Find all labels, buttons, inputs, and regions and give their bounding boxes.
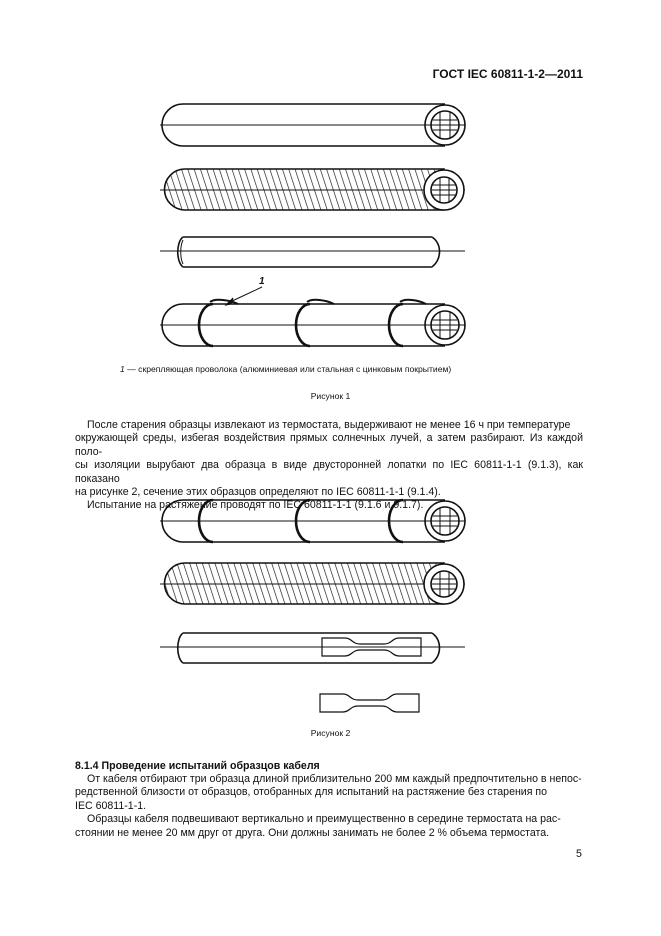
text-line: стоянии не менее 20 мм друг от друга. Они должны занимать не более 2 % объема термостата. <box>75 826 550 839</box>
figure1-caption: Рисунок 1 <box>310 391 351 401</box>
legend-number: 1 <box>120 364 125 374</box>
text-line: Образцы кабеля подвешивают вертикально и преимущественно в середине термостата на рас- <box>87 813 561 826</box>
paragraph-aging <box>75 419 583 513</box>
text-line: После старения образцы извлекают из термостата, выдерживают не менее 16 ч при температуре <box>87 419 571 431</box>
fig2-cable-hatched <box>160 563 465 604</box>
page-number: 5 <box>576 848 582 860</box>
fig2-tube-dumbbell <box>160 633 465 663</box>
callout-number: 1 <box>259 276 265 287</box>
text-line: Испытание на растяжение проводят по IEC 60811-1-1 (9.1.6 и 9.1.7). <box>87 499 424 512</box>
section-heading: 8.1.4 Проведение испытаний образцов кабеля <box>75 760 320 772</box>
figure2-caption: Рисунок 2 <box>310 728 351 738</box>
fig2-dumbbell-specimen <box>320 694 419 712</box>
text-line: сы изоляции вырубают два образца в виде двусторонней лопатки по IEC 60811-1-1 (9.1.3), как показано <box>75 459 583 485</box>
paragraph-testing <box>75 773 583 840</box>
document-header: ГОСТ IEC 60811-1-2—2011 <box>432 67 583 81</box>
fig1-tube-cut <box>160 237 465 267</box>
fig1-cable-plain <box>160 104 465 146</box>
text-line: окружающей среды, избегая воздействия прямых солнечных лучей, а затем разбирают. Из каждой поло- <box>75 432 583 458</box>
text-line: IEC 60811-1-1. <box>75 799 147 812</box>
fig1-cable-wrapped <box>160 287 465 346</box>
fig1-cable-hatched <box>160 169 465 210</box>
legend-text: — скрепляющая проволока (алюминиевая или стальная с цинковым покрытием) <box>124 364 452 374</box>
text-line: на рисунке 2, сечение этих образцов определяют по IEC 60811-1-1 (9.1.4). <box>75 486 441 499</box>
text-line: редственной близости от образцов, отобранных для испытаний на растяжение без старения по <box>75 786 548 799</box>
text-line: От кабеля отбирают три образца длиной приблизительно 200 мм каждый предпочтительно в непос- <box>87 773 582 785</box>
figure1-legend <box>120 364 550 374</box>
